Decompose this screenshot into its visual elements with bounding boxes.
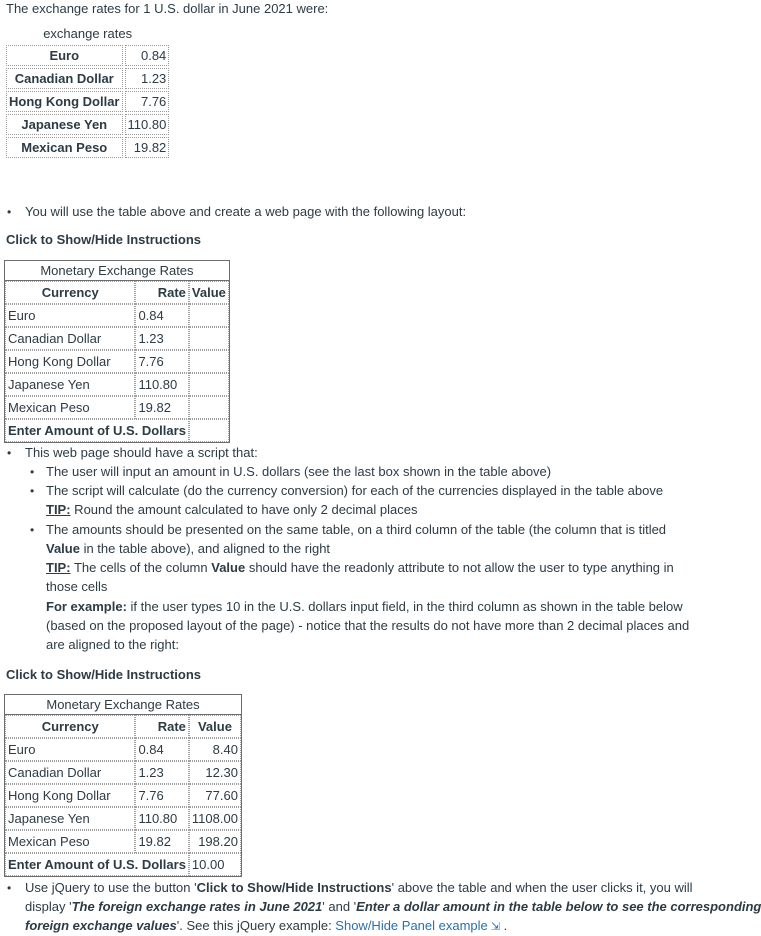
list-item: • The amounts should be presented on the same table, on a third column of the table (the column that is titled (46, 521, 666, 539)
example-line: are aligned to the right: (46, 637, 179, 652)
text: Use jQuery to use the button ' (25, 880, 197, 895)
currency-name: Euro (5, 304, 135, 327)
emphasis-text: The foreign exchange rates in June 2021 (71, 899, 323, 914)
rate-value: 0.84 (135, 738, 188, 761)
table-row (5, 761, 241, 784)
example-label: For example: (46, 599, 127, 614)
table-row (6, 114, 169, 135)
show-hide-panel-example-link[interactable]: Show/Hide Panel example (335, 918, 488, 933)
currency-name: Japanese Yen (6, 114, 123, 135)
list-item-continuation (25, 898, 761, 916)
tip-continuation: those cells (46, 579, 108, 594)
text: The cells of the column (70, 560, 212, 575)
amount-label: Enter Amount of U.S. Dollars (5, 419, 189, 442)
tip-label: TIP: (46, 560, 71, 575)
monetary-exchange-table-example (4, 694, 242, 877)
rate-value: 110.80 (135, 807, 188, 830)
list-item-continuation (25, 917, 507, 936)
tip-label: TIP: (46, 502, 71, 517)
currency-name: Hong Kong Dollar (5, 784, 135, 807)
table-caption: Monetary Exchange Rates (4, 694, 242, 714)
table-row (6, 68, 169, 89)
show-hide-instructions-button[interactable]: Click to Show/Hide Instructions (6, 667, 202, 682)
table-row (5, 830, 241, 853)
converted-value (189, 304, 229, 327)
amount-label: Enter Amount of U.S. Dollars (5, 853, 189, 876)
currency-name: Canadian Dollar (5, 761, 135, 784)
currency-name: Euro (5, 738, 135, 761)
text: '. See this jQuery example: (176, 918, 336, 933)
rate-value: 110.80 (125, 114, 170, 135)
tip-text: Round the amount calculated to have only 2 decimal places (70, 502, 418, 517)
converted-value: 198.20 (189, 830, 241, 853)
rate-value: 110.80 (135, 373, 188, 396)
table-row (5, 373, 229, 396)
text: if the user types 10 in the U.S. dollars input field, in the third column as shown in the table below (126, 599, 683, 614)
currency-name: Mexican Peso (5, 830, 135, 853)
currency-name: Mexican Peso (6, 137, 123, 158)
rate-value: 1.23 (135, 761, 188, 784)
column-header-currency: Currency (5, 281, 135, 304)
text: should have the readonly attribute to not allow the user to type anything in (245, 560, 674, 575)
text: ' and ' (322, 899, 357, 914)
text: in the table above), and aligned to the right (79, 541, 331, 556)
external-link-icon: ⇲ (487, 921, 501, 933)
currency-name: Hong Kong Dollar (6, 91, 123, 112)
bold-text: Value (46, 541, 80, 556)
converted-value: 8.40 (189, 738, 241, 761)
monetary-exchange-table-layout (4, 260, 230, 443)
table-row (5, 304, 229, 327)
converted-value: 12.30 (189, 761, 241, 784)
text: display ' (25, 899, 72, 914)
table-row (6, 45, 169, 66)
amount-input[interactable]: 10.00 (189, 853, 241, 876)
rate-value: 7.76 (135, 784, 188, 807)
table-row (5, 327, 229, 350)
list-item (25, 879, 693, 897)
currency-name: Canadian Dollar (6, 68, 123, 89)
list-item: • The script will calculate (do the currency conversion) for each of the currencies displayed in the table above (46, 482, 663, 500)
currency-name: Mexican Peso (5, 396, 135, 419)
table-caption: Monetary Exchange Rates (4, 260, 230, 280)
bold-text: Click to Show/Hide Instructions (196, 880, 392, 895)
rate-value: 19.82 (125, 137, 170, 158)
rate-value: 1.23 (125, 68, 170, 89)
currency-name: Euro (6, 45, 123, 66)
amount-input[interactable] (189, 419, 229, 442)
emphasis-text: Enter a dollar amount in the table below to see the corresponding (356, 899, 761, 914)
tip-line (46, 559, 674, 577)
column-header-value: Value (189, 715, 241, 738)
currency-name: Japanese Yen (5, 373, 135, 396)
table-row (6, 137, 169, 158)
converted-value (189, 373, 229, 396)
converted-value: 77.60 (189, 784, 241, 807)
example-line: (based on the proposed layout of the page) - notice that the results do not have more than 2 decimal places and (46, 618, 690, 633)
example-line (46, 598, 683, 616)
column-header-rate: Rate (135, 281, 188, 304)
currency-name: Canadian Dollar (5, 327, 135, 350)
table-row (5, 396, 229, 419)
converted-value: 1108.00 (189, 807, 241, 830)
rate-value: 0.84 (135, 304, 188, 327)
list-item-continuation (46, 540, 330, 558)
text: . (500, 918, 508, 933)
table-row (5, 738, 241, 761)
rate-value: 19.82 (135, 830, 188, 853)
table-caption: exchange rates (43, 26, 133, 41)
exchange-rates-table (4, 26, 171, 160)
rate-value: 1.23 (135, 327, 188, 350)
currency-name: Hong Kong Dollar (5, 350, 135, 373)
column-header-currency: Currency (5, 715, 135, 738)
list-item: • This web page should have a script that: (25, 444, 258, 462)
currency-name: Japanese Yen (5, 807, 135, 830)
rate-value: 0.84 (125, 45, 170, 66)
bold-text: Value (211, 560, 246, 575)
table-row (5, 807, 241, 830)
list-item: • You will use the table above and create a web page with the following layout: (25, 203, 466, 221)
intro-text: The exchange rates for 1 U.S. dollar in June 2021 were: (6, 1, 329, 16)
list-item: • The user will input an amount in U.S. dollars (see the last box shown in the table above) (46, 463, 551, 481)
column-header-rate: Rate (135, 715, 188, 738)
converted-value (189, 327, 229, 350)
table-row (6, 91, 169, 112)
table-row (5, 784, 241, 807)
rate-value: 7.76 (135, 350, 188, 373)
converted-value (189, 350, 229, 373)
table-row (5, 350, 229, 373)
tip-line (46, 501, 417, 519)
rate-value: 7.76 (125, 91, 170, 112)
rate-value: 19.82 (135, 396, 188, 419)
emphasis-text: foreign exchange values (25, 918, 177, 933)
converted-value (189, 396, 229, 419)
text: ' above the table and when the user clicks it, you will (391, 880, 693, 895)
show-hide-instructions-button[interactable]: Click to Show/Hide Instructions (6, 232, 202, 247)
column-header-value: Value (189, 281, 229, 304)
